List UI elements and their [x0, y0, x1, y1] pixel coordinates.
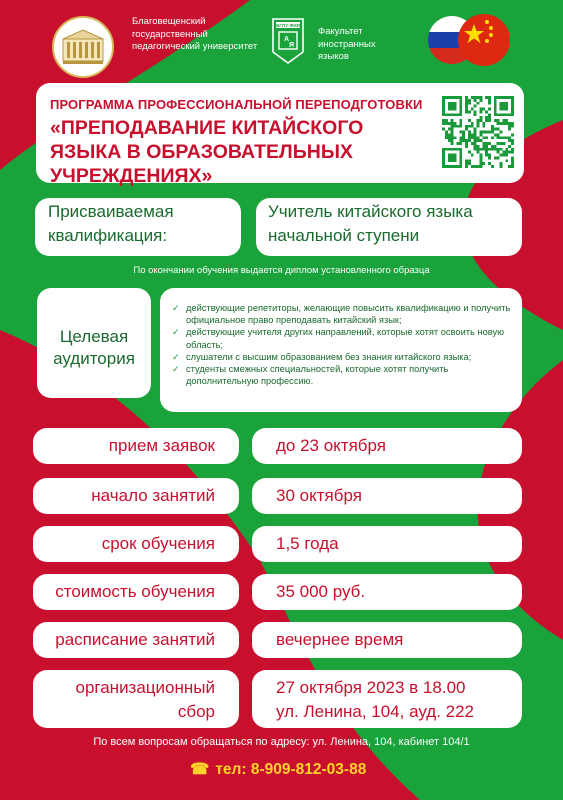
- org-meeting-label: организационный сбор: [75, 678, 215, 721]
- list-item: ✓ действующие репетиторы, желающие повысить квалификацию и получить официальное право преподавать китайский язык;: [172, 303, 511, 326]
- duration-value: 1,5 года: [276, 534, 339, 553]
- program-subtitle: ПРОГРАММА ПРОФЕССИОНАЛЬНОЙ ПЕРЕПОДГОТОВКИ: [50, 97, 423, 112]
- checkmark-icon: ✓: [172, 303, 180, 313]
- org-meeting-value: 27 октября 2023 в 18.00 ул. Ленина, 104, ауд. 222: [276, 678, 475, 721]
- audience-label: Целевая аудитория: [53, 327, 135, 368]
- diploma-note: По окончании обучения выдается диплом установленного образца: [133, 265, 430, 276]
- qualification-value: Учитель китайского языка начальной ступени: [268, 202, 473, 245]
- svg-text:Я: Я: [289, 42, 295, 49]
- start-value: 30 октября: [276, 486, 362, 505]
- faculty-logo: [272, 18, 304, 64]
- program-title: «ПРЕПОДАВАНИЕ КИТАЙСКОГО ЯЗЫКА В ОБРАЗОВАТЕЛЬНЫХ УЧРЕЖДЕНИЯХ»: [50, 117, 364, 187]
- applications-value: до 23 октября: [276, 436, 387, 455]
- qualification-label: Присваиваемая квалификация:: [48, 202, 174, 245]
- checkmark-icon: ✓: [172, 327, 180, 338]
- telephone-icon: ☎: [190, 761, 210, 778]
- china-flag-icon: [458, 14, 510, 66]
- list-item: ✓ слушатели с высшим образованием без знания китайского языка;: [172, 351, 472, 362]
- audience-list: [172, 302, 512, 387]
- start-label: начало занятий: [91, 486, 215, 505]
- checkmark-icon: ✓: [172, 351, 180, 362]
- university-name: Благовещенский государственный педагогический университет: [132, 16, 258, 52]
- faculty-logo-text: БГПУ·ФИЯ: [276, 23, 300, 28]
- list-item: ✓ действующие учителя других направлений, которые хотят освоить новую область;: [172, 327, 505, 350]
- schedule-label: расписание занятий: [55, 630, 215, 649]
- svg-text:A: A: [284, 36, 290, 43]
- contact-phone[interactable]: ☎ тел: 8-909-812-03-88: [190, 760, 367, 778]
- applications-label: прием заявок: [108, 436, 215, 455]
- schedule-value: вечернее время: [276, 630, 404, 649]
- cost-label: стоимость обучения: [55, 582, 215, 601]
- cost-value: 35 000 руб.: [276, 582, 366, 601]
- list-item: ✓ студенты смежных специальностей, которые хотят получить дополнительную профессию.: [172, 364, 449, 387]
- university-logo: [52, 16, 114, 78]
- checkmark-icon: ✓: [172, 364, 180, 375]
- qr-code-icon[interactable]: [442, 96, 514, 168]
- duration-label: срок обучения: [101, 534, 215, 553]
- contact-address: По всем вопросам обращаться по адресу: ул. Ленина, 104, кабинет 104/1: [93, 736, 470, 748]
- faculty-name: Факультет иностранных языков: [318, 26, 376, 62]
